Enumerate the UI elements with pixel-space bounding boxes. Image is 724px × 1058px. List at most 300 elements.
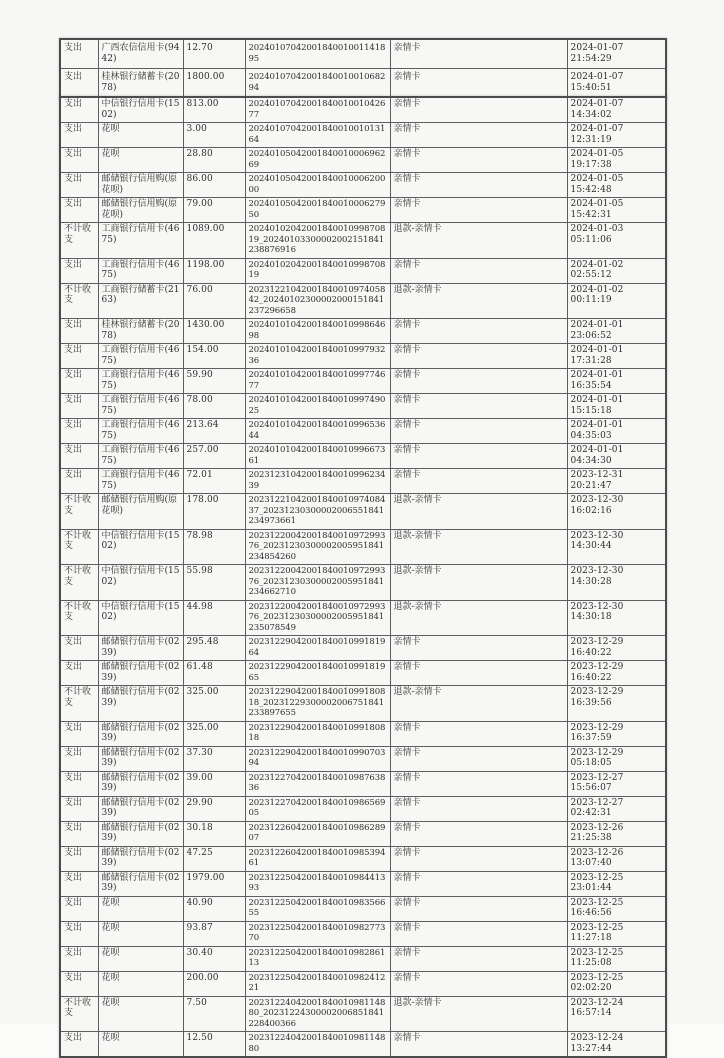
time-text: 14:34:02 [570,109,612,120]
card-name-cell: 工商银行信用卡(4675) [98,394,183,419]
flow-type-cell: 支出 [60,69,98,99]
time-text: 16:57:14 [570,1008,612,1018]
time-text: 17:31:28 [570,355,612,366]
tag-cell: 亲情卡 [390,69,567,99]
time-text: 04:34:30 [570,455,612,466]
tag-cell: 亲情卡 [390,344,567,369]
amount-cell: 154.00 [183,344,245,369]
date-text: 2024-01-07 [570,99,624,109]
time-text: 21:25:38 [570,833,612,843]
tag-cell: 亲情卡 [390,319,567,344]
card-name-cell: 中信银行信用卡(1502) [98,565,183,601]
transaction-row [60,344,666,369]
transaction-id-cell: 2024010504200184001000620000 [245,173,390,198]
amount-cell: 37.30 [183,746,245,771]
datetime-cell [567,946,666,971]
tag-cell: 退款-亲情卡 [390,686,567,722]
date-text: 2024-01-05 [570,174,624,184]
amount-cell: 78.00 [183,394,245,419]
card-name-cell: 邮储银行信用卡(0239) [98,721,183,746]
card-name-cell: 工商银行储蓄卡(2163) [98,283,183,319]
date-text: 2024-01-01 [570,320,624,330]
card-name-cell: 花呗 [98,996,183,1032]
transactions-table-main [59,96,667,1058]
date-text: 2023-12-26 [570,847,624,858]
date-text: 2024-01-02 [570,259,624,270]
card-name-cell: 邮储银行信用购(原花呗) [98,198,183,223]
date-text: 2024-01-01 [570,345,624,355]
amount-cell: 76.00 [183,283,245,319]
transaction-id-cell: 2023122904200184001099181964 [245,636,390,661]
transaction-row [60,39,666,69]
datetime-cell [567,996,666,1032]
card-name-cell: 桂林银行储蓄卡(2078) [98,319,183,344]
datetime-cell [567,469,666,494]
amount-cell: 47.25 [183,846,245,871]
transaction-id-cell: 2024010104200184001099653644 [245,419,390,444]
flow-type-cell: 支出 [60,971,98,996]
transaction-row [60,69,666,99]
datetime-cell [567,796,666,821]
card-name-cell: 邮储银行信用卡(0239) [98,871,183,896]
transaction-row [60,686,666,722]
datetime-cell [567,419,666,444]
transaction-row [60,198,666,223]
amount-cell: 1979.00 [183,871,245,896]
time-text: 15:15:18 [570,405,612,416]
flow-type-cell: 支出 [60,469,98,494]
card-name-cell: 桂林银行储蓄卡(2078) [98,69,183,99]
flow-type-cell: 支出 [60,821,98,846]
card-name-cell: 中信银行信用卡(1502) [98,97,183,123]
datetime-cell [567,223,666,259]
tag-cell: 退款-亲情卡 [390,494,567,530]
datetime-cell [567,661,666,686]
card-name-cell: 工商银行信用卡(4675) [98,444,183,469]
datetime-cell [567,69,666,99]
amount-cell: 61.48 [183,661,245,686]
flow-type-cell: 支出 [60,444,98,469]
datetime-cell [567,846,666,871]
transaction-id-cell: 2023122104200184001097405842_20240102300002000151841237296658 [245,283,390,319]
card-name-cell: 工商银行信用卡(4675) [98,344,183,369]
transaction-id-cell: 2024010704200184001001141895 [245,39,390,69]
card-name-cell: 邮储银行信用卡(0239) [98,846,183,871]
date-text: 2024-01-03 [570,224,624,234]
card-name-cell: 花呗 [98,921,183,946]
time-text: 14:30:44 [570,541,612,551]
datetime-cell [567,871,666,896]
datetime-cell [567,686,666,722]
datetime-cell [567,1032,666,1058]
transaction-row [60,565,666,601]
flow-type-cell: 支出 [60,344,98,369]
flow-type-cell: 支出 [60,97,98,123]
time-text: 14:30:18 [570,612,612,622]
card-name-cell: 工商银行信用卡(4675) [98,369,183,394]
date-text: 2023-12-29 [570,687,624,697]
amount-cell: 59.90 [183,369,245,394]
date-text: 2023-12-25 [570,872,624,883]
datetime-cell [567,565,666,601]
transaction-id-cell: 2023122504200184001098241221 [245,971,390,996]
date-text: 2023-12-26 [570,822,624,833]
transaction-id-cell: 2023122604200184001098539461 [245,846,390,871]
date-text: 2023-12-25 [570,972,624,983]
datetime-cell [567,148,666,173]
tag-cell: 亲情卡 [390,198,567,223]
amount-cell: 39.00 [183,771,245,796]
time-text: 23:01:44 [570,883,612,893]
transaction-row [60,661,666,686]
transactions-table-top-fragment [59,38,667,99]
date-text: 2023-12-30 [570,495,624,505]
amount-cell: 30.40 [183,946,245,971]
tag-cell: 退款-亲情卡 [390,565,567,601]
transaction-row [60,369,666,394]
card-name-cell: 花呗 [98,971,183,996]
amount-cell: 12.70 [183,39,245,69]
amount-cell: 30.18 [183,821,245,846]
card-name-cell: 邮储银行信用卡(0239) [98,821,183,846]
time-text: 15:40:51 [570,82,612,93]
tag-cell: 退款-亲情卡 [390,996,567,1032]
flow-type-cell: 支出 [60,636,98,661]
amount-cell: 3.00 [183,123,245,148]
transaction-id-cell: 2024010204200184001099870819 [245,258,390,283]
date-text: 2023-12-27 [570,797,624,808]
time-text: 12:31:19 [570,134,612,145]
time-text: 14:30:28 [570,576,612,587]
transaction-row [60,419,666,444]
date-text: 2024-01-01 [570,395,624,405]
tag-cell: 亲情卡 [390,469,567,494]
time-text: 15:42:31 [570,209,612,220]
amount-cell: 325.00 [183,686,245,722]
transaction-row [60,283,666,319]
transaction-id-cell: 2024010104200184001099749025 [245,394,390,419]
tag-cell: 亲情卡 [390,721,567,746]
tag-cell: 亲情卡 [390,1032,567,1058]
flow-type-cell: 支出 [60,946,98,971]
flow-type-cell: 不计收支 [60,223,98,259]
flow-type-cell: 支出 [60,921,98,946]
card-name-cell: 邮储银行信用卡(0239) [98,771,183,796]
amount-cell: 79.00 [183,198,245,223]
transaction-id-cell: 2023122504200184001098286113 [245,946,390,971]
time-text: 15:56:07 [570,783,612,793]
time-text: 16:40:22 [570,672,612,683]
tag-cell: 退款-亲情卡 [390,223,567,259]
amount-cell: 93.87 [183,921,245,946]
tag-cell: 亲情卡 [390,746,567,771]
transaction-id-cell: 2024010104200184001099864698 [245,319,390,344]
tag-cell: 亲情卡 [390,258,567,283]
amount-cell: 813.00 [183,97,245,123]
transaction-id-cell: 2023122904200184001099180818 [245,721,390,746]
transaction-row [60,796,666,821]
tag-cell: 亲情卡 [390,444,567,469]
amount-cell: 72.01 [183,469,245,494]
datetime-cell [567,921,666,946]
transaction-id-cell: 2023122704200184001098763836 [245,771,390,796]
tag-cell: 亲情卡 [390,123,567,148]
datetime-cell [567,636,666,661]
transaction-row [60,821,666,846]
flow-type-cell: 支出 [60,148,98,173]
transaction-id-cell: 2023122904200184001099181965 [245,661,390,686]
date-text: 2024-01-01 [570,445,624,455]
time-text: 02:42:31 [570,808,612,818]
datetime-cell [567,771,666,796]
datetime-cell [567,258,666,283]
flow-type-cell: 支出 [60,846,98,871]
transaction-id-cell: 2023122004200184001097299376_20231230300002005951841234662710 [245,565,390,601]
tag-cell: 亲情卡 [390,419,567,444]
date-text: 2024-01-02 [570,284,624,295]
time-text: 02:55:12 [570,270,612,280]
flow-type-cell: 支出 [60,1032,98,1058]
transaction-id-cell: 2023122404200184001098114880 [245,1032,390,1058]
transaction-row [60,1032,666,1058]
time-text: 16:40:22 [570,647,612,658]
flow-type-cell: 不计收支 [60,686,98,722]
amount-cell: 86.00 [183,173,245,198]
datetime-cell [567,529,666,565]
date-text: 2023-12-24 [570,997,624,1008]
amount-cell: 1430.00 [183,319,245,344]
date-text: 2023-12-25 [570,897,624,908]
transaction-id-cell: 2023122504200184001098441393 [245,871,390,896]
datetime-cell [567,600,666,636]
tag-cell: 亲情卡 [390,871,567,896]
datetime-cell [567,896,666,921]
time-text: 20:21:47 [570,480,612,491]
flow-type-cell: 支出 [60,258,98,283]
amount-cell: 213.64 [183,419,245,444]
datetime-cell [567,39,666,69]
transaction-id-cell: 2024010704200184001001068294 [245,69,390,99]
time-text: 02:02:20 [570,983,612,993]
card-name-cell: 花呗 [98,946,183,971]
tag-cell: 亲情卡 [390,846,567,871]
transaction-row [60,123,666,148]
date-text: 2023-12-29 [570,722,624,733]
amount-cell: 12.50 [183,1032,245,1058]
tag-cell: 亲情卡 [390,771,567,796]
amount-cell: 295.48 [183,636,245,661]
transaction-row [60,946,666,971]
transaction-row [60,871,666,896]
datetime-cell [567,123,666,148]
datetime-cell [567,319,666,344]
card-name-cell: 邮储银行信用卡(0239) [98,796,183,821]
transaction-id-cell: 2024010104200184001099774677 [245,369,390,394]
transaction-id-cell: 2023122004200184001097299376_20231230300002005951841235078549 [245,600,390,636]
time-text: 16:35:54 [570,380,612,391]
transaction-row [60,148,666,173]
card-name-cell: 邮储银行信用卡(0239) [98,686,183,722]
transaction-row [60,746,666,771]
transaction-row [60,771,666,796]
amount-cell: 325.00 [183,721,245,746]
transaction-row [60,921,666,946]
tag-cell: 亲情卡 [390,369,567,394]
date-text: 2023-12-30 [570,601,624,612]
date-text: 2024-01-07 [570,43,624,53]
flow-type-cell: 支出 [60,661,98,686]
transaction-id-cell: 2023122704200184001098656905 [245,796,390,821]
time-text: 04:35:03 [570,430,612,441]
date-text: 2023-12-27 [570,772,624,783]
card-name-cell: 邮储银行信用购(原花呗) [98,173,183,198]
card-name-cell: 邮储银行信用卡(0239) [98,661,183,686]
datetime-cell [567,746,666,771]
date-text: 2024-01-05 [570,199,624,209]
transaction-row [60,494,666,530]
transaction-id-cell: 2023123104200184001099623439 [245,469,390,494]
flow-type-cell: 不计收支 [60,283,98,319]
transaction-id-cell: 2023122904200184001099070394 [245,746,390,771]
tag-cell: 亲情卡 [390,636,567,661]
datetime-cell [567,721,666,746]
flow-type-cell: 支出 [60,123,98,148]
transaction-row [60,636,666,661]
time-text: 16:39:56 [570,697,612,708]
tag-cell: 亲情卡 [390,821,567,846]
transaction-row [60,173,666,198]
time-text: 15:42:48 [570,184,612,195]
datetime-cell [567,494,666,530]
flow-type-cell: 不计收支 [60,565,98,601]
time-text: 16:37:59 [570,733,612,743]
tag-cell: 亲情卡 [390,39,567,69]
transaction-id-cell: 2024010504200184001000627950 [245,198,390,223]
time-text: 05:18:05 [570,758,612,768]
transaction-id-cell: 2023122904200184001099180818_20231229300002006751841233897655 [245,686,390,722]
card-name-cell: 广西农信信用卡(9442) [98,39,183,69]
transaction-row [60,444,666,469]
time-text: 13:07:40 [570,858,612,868]
transaction-id-cell: 2024010204200184001099870819_20240103300002002151841238876916 [245,223,390,259]
time-text: 05:11:06 [570,234,612,245]
flow-type-cell: 支出 [60,319,98,344]
date-text: 2023-12-30 [570,530,624,541]
flow-type-cell: 支出 [60,871,98,896]
datetime-cell [567,344,666,369]
tag-cell: 亲情卡 [390,971,567,996]
datetime-cell [567,971,666,996]
flow-type-cell: 支出 [60,198,98,223]
datetime-cell [567,173,666,198]
flow-type-cell: 不计收支 [60,529,98,565]
amount-cell: 7.50 [183,996,245,1032]
transaction-id-cell: 2023122504200184001098356655 [245,896,390,921]
card-name-cell: 邮储银行信用购(原花呗) [98,494,183,530]
transaction-id-cell: 2023122404200184001098114880_20231224300002006851841228400366 [245,996,390,1032]
date-text: 2023-12-29 [570,747,624,758]
transaction-row [60,258,666,283]
time-text: 16:46:56 [570,908,612,918]
transaction-row [60,721,666,746]
date-text: 2023-12-31 [570,470,624,480]
transaction-row [60,600,666,636]
amount-cell: 78.98 [183,529,245,565]
transaction-id-cell: 2023122004200184001097299376_20231230300002005951841234854260 [245,529,390,565]
tag-cell: 亲情卡 [390,97,567,123]
transaction-row [60,97,666,123]
datetime-cell [567,369,666,394]
datetime-cell [567,283,666,319]
amount-cell: 55.98 [183,565,245,601]
transaction-id-cell: 2023122604200184001098628907 [245,821,390,846]
flow-type-cell: 支出 [60,173,98,198]
flow-type-cell: 支出 [60,896,98,921]
datetime-cell [567,821,666,846]
datetime-cell [567,97,666,123]
flow-type-cell: 支出 [60,796,98,821]
transaction-row [60,469,666,494]
amount-cell: 40.90 [183,896,245,921]
date-text: 2024-01-07 [570,72,624,82]
date-text: 2024-01-01 [570,370,624,380]
card-name-cell: 工商银行信用卡(4675) [98,419,183,444]
card-name-cell: 工商银行信用卡(4675) [98,223,183,259]
time-text: 00:11:19 [570,295,612,305]
transaction-row [60,223,666,259]
tag-cell: 亲情卡 [390,148,567,173]
flow-type-cell: 不计收支 [60,494,98,530]
time-text: 21:54:29 [570,53,612,64]
amount-cell: 200.00 [183,971,245,996]
date-text: 2024-01-01 [570,420,624,430]
amount-cell: 178.00 [183,494,245,530]
date-text: 2024-01-07 [570,124,624,134]
transaction-row [60,394,666,419]
time-text: 23:06:52 [570,330,612,341]
amount-cell: 1800.00 [183,69,245,99]
transaction-row [60,996,666,1032]
flow-type-cell: 支出 [60,771,98,796]
card-name-cell: 中信银行信用卡(1502) [98,529,183,565]
tag-cell: 退款-亲情卡 [390,600,567,636]
transaction-id-cell: 2024010704200184001001013164 [245,123,390,148]
flow-type-cell: 支出 [60,419,98,444]
transaction-id-cell: 2024010104200184001099667361 [245,444,390,469]
amount-cell: 44.98 [183,600,245,636]
datetime-cell [567,444,666,469]
date-text: 2024-01-05 [570,149,624,159]
card-name-cell: 工商银行信用卡(4675) [98,258,183,283]
flow-type-cell: 不计收支 [60,600,98,636]
transaction-id-cell: 2024010104200184001099793236 [245,344,390,369]
date-text: 2023-12-29 [570,637,624,647]
tag-cell: 亲情卡 [390,661,567,686]
card-name-cell: 工商银行信用卡(4675) [98,469,183,494]
tag-cell: 亲情卡 [390,394,567,419]
time-text: 19:17:38 [570,159,612,170]
flow-type-cell: 支出 [60,721,98,746]
card-name-cell: 花呗 [98,148,183,173]
flow-type-cell: 支出 [60,39,98,69]
flow-type-cell: 支出 [60,746,98,771]
date-text: 2023-12-29 [570,662,624,672]
transaction-id-cell: 2023122104200184001097408437_20231230300002006551841234973661 [245,494,390,530]
tag-cell: 亲情卡 [390,173,567,198]
datetime-cell [567,198,666,223]
tag-cell: 亲情卡 [390,921,567,946]
time-text: 11:25:08 [570,958,612,968]
